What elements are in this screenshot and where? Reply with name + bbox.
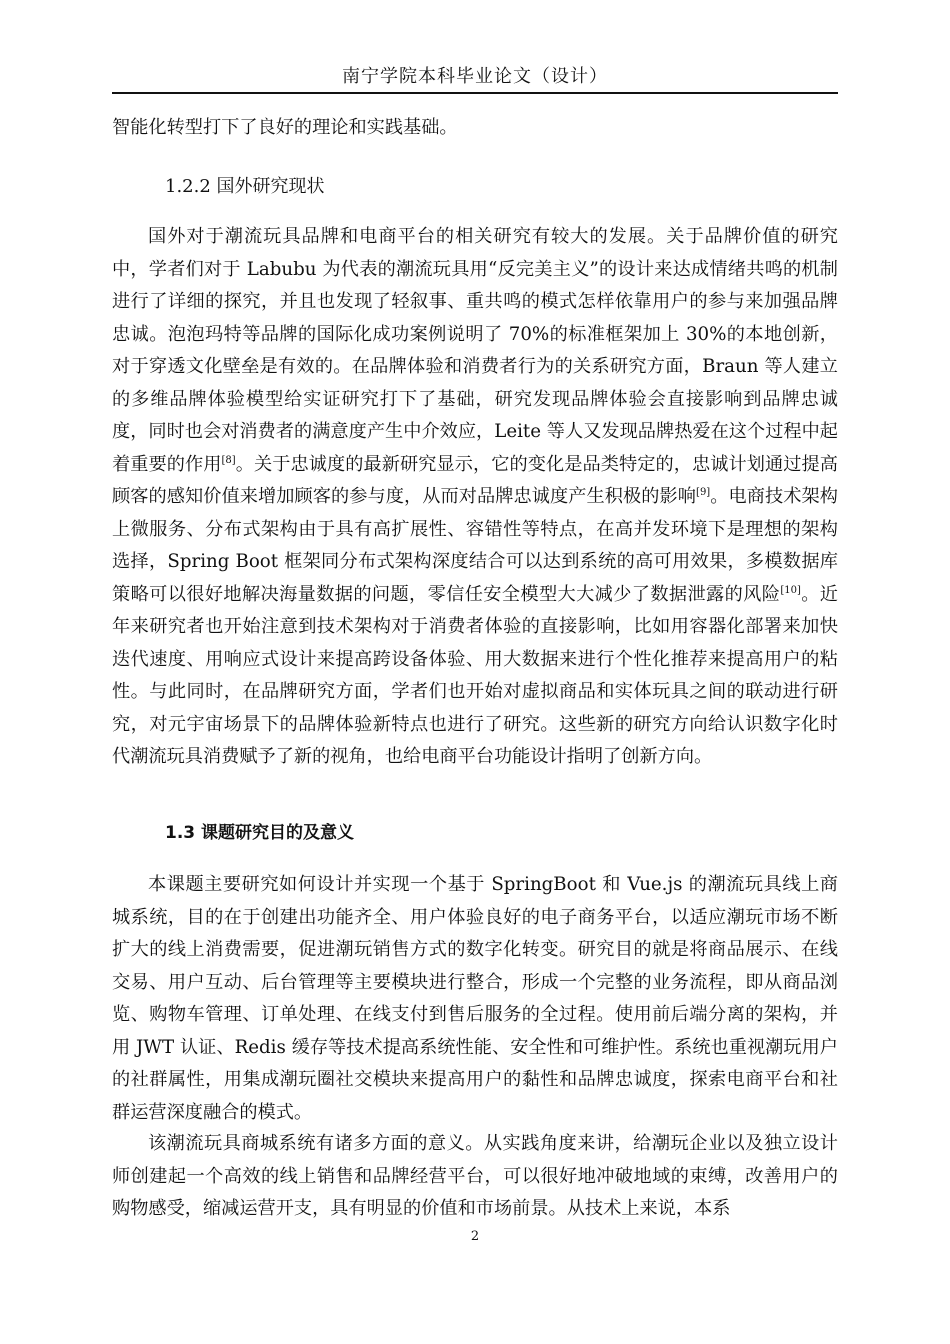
- paragraph-text: 。近年来研究者也开始注意到技术架构对于消费者体验的直接影响，比如用容器化部署来加快迭代速度、用响应式设计来提高跨设备体验、用大数据来进行个性化推荐来提高用户的粘性。与此同时，在品牌研究方面，学者们也开始对虚拟商品和实体玩具之间的联动进行研究，对元宇宙场景下的品牌体验新特点也进行了研究。这些新的研究方向给认识数字化时代潮流玩具消费赋予了新的视角，也给电商平台功能设计指明了创新方向。: [112, 583, 838, 767]
- paragraph-foreign-research: [112, 221, 838, 774]
- paragraph-text: 。关于忠诚度的最新研究显示，它的变化是品类特定的，忠诚计划通过提高顾客的感知价值来增加顾客的参与度，从而对品牌忠诚度产生积极的影响: [112, 453, 838, 507]
- citation-10: [10]: [780, 584, 801, 596]
- header-rule: [112, 92, 838, 94]
- page-number: 2: [470, 1229, 480, 1244]
- running-header: 南宁学院本科毕业论文（设计）: [342, 66, 608, 87]
- section-heading-1-2-2: 1.2.2 国外研究现状: [165, 176, 325, 197]
- citation-8: [8]: [221, 454, 236, 466]
- citation-9: [9]: [696, 486, 711, 498]
- paragraph-text: 。电商技术架构上微服务、分布式架构由于具有高扩展性、容错性等特点，在高并发环境下是理想的架构选择，Spring Boot 框架同分布式架构深度结合可以达到系统的高可用效果，多模数据库策略可以很好地解决海量数据的问题，零信任安全模型大大减少了数据泄露的风险: [112, 486, 838, 605]
- paragraph-significance: 该潮流玩具商城系统有诸多方面的意义。从实践角度来讲，给潮玩企业以及独立设计师创建起一个高效的线上销售和品牌经营平台，可以很好地冲破地域的束缚，改善用户的购物感受，缩减运营开支，具有明显的价值和市场前景。从技术上来说，本系: [112, 1133, 838, 1219]
- section-heading-1-3: 1.3 课题研究目的及意义: [165, 823, 355, 843]
- paragraph-continuation: 智能化转型打下了良好的理论和实践基础。: [112, 117, 458, 138]
- paragraph-text: 国外对于潮流玩具品牌和电商平台的相关研究有较大的发展。关于品牌价值的研究中，学者们对于 Labubu 为代表的潮流玩具用“反完美主义”的设计来达成情绪共鸣的机制进行了详细的探究，并且也发现了轻叙事、重共鸣的模式怎样依靠用户的参与来加强品牌忠诚。泡泡玛特等品牌的国际化成功案例说明了 70%的标准框架加上 30%的本地创新，对于穿透文化壁垒是有效的。在品牌体验和消费者行为的关系研究方面，Braun 等人建立的多维品牌体验模型给实证研究打下了基础，研究发现品牌体验会直接影响到品牌忠诚度，同时也会对消费者的满意度产生中介效应，Leite 等人又发现品牌热爱在这个过程中起着重要的作用: [112, 226, 838, 475]
- paragraph-research-purpose: 本课题主要研究如何设计并实现一个基于 SpringBoot 和 Vue.js 的潮流玩具线上商城系统，目的在于创建出功能齐全、用户体验良好的电子商务平台，以适应潮玩市场不断扩大的线上消费需要，促进潮玩销售方式的数字化转变。研究目的就是将商品展示、在线交易、用户互动、后台管理等主要模块进行整合，形成一个完整的业务流程，即从商品浏览、购物车管理、订单处理、在线支付到售后服务的全过程。使用前后端分离的架构，并用 JWT 认证、Redis 缓存等技术提高系统性能、安全性和可维护性。系统也重视潮玩用户的社群属性，用集成潮玩圈社交模块来提高用户的黏性和品牌忠诚度，探索电商平台和社群运营深度融合的模式。: [112, 874, 838, 1123]
